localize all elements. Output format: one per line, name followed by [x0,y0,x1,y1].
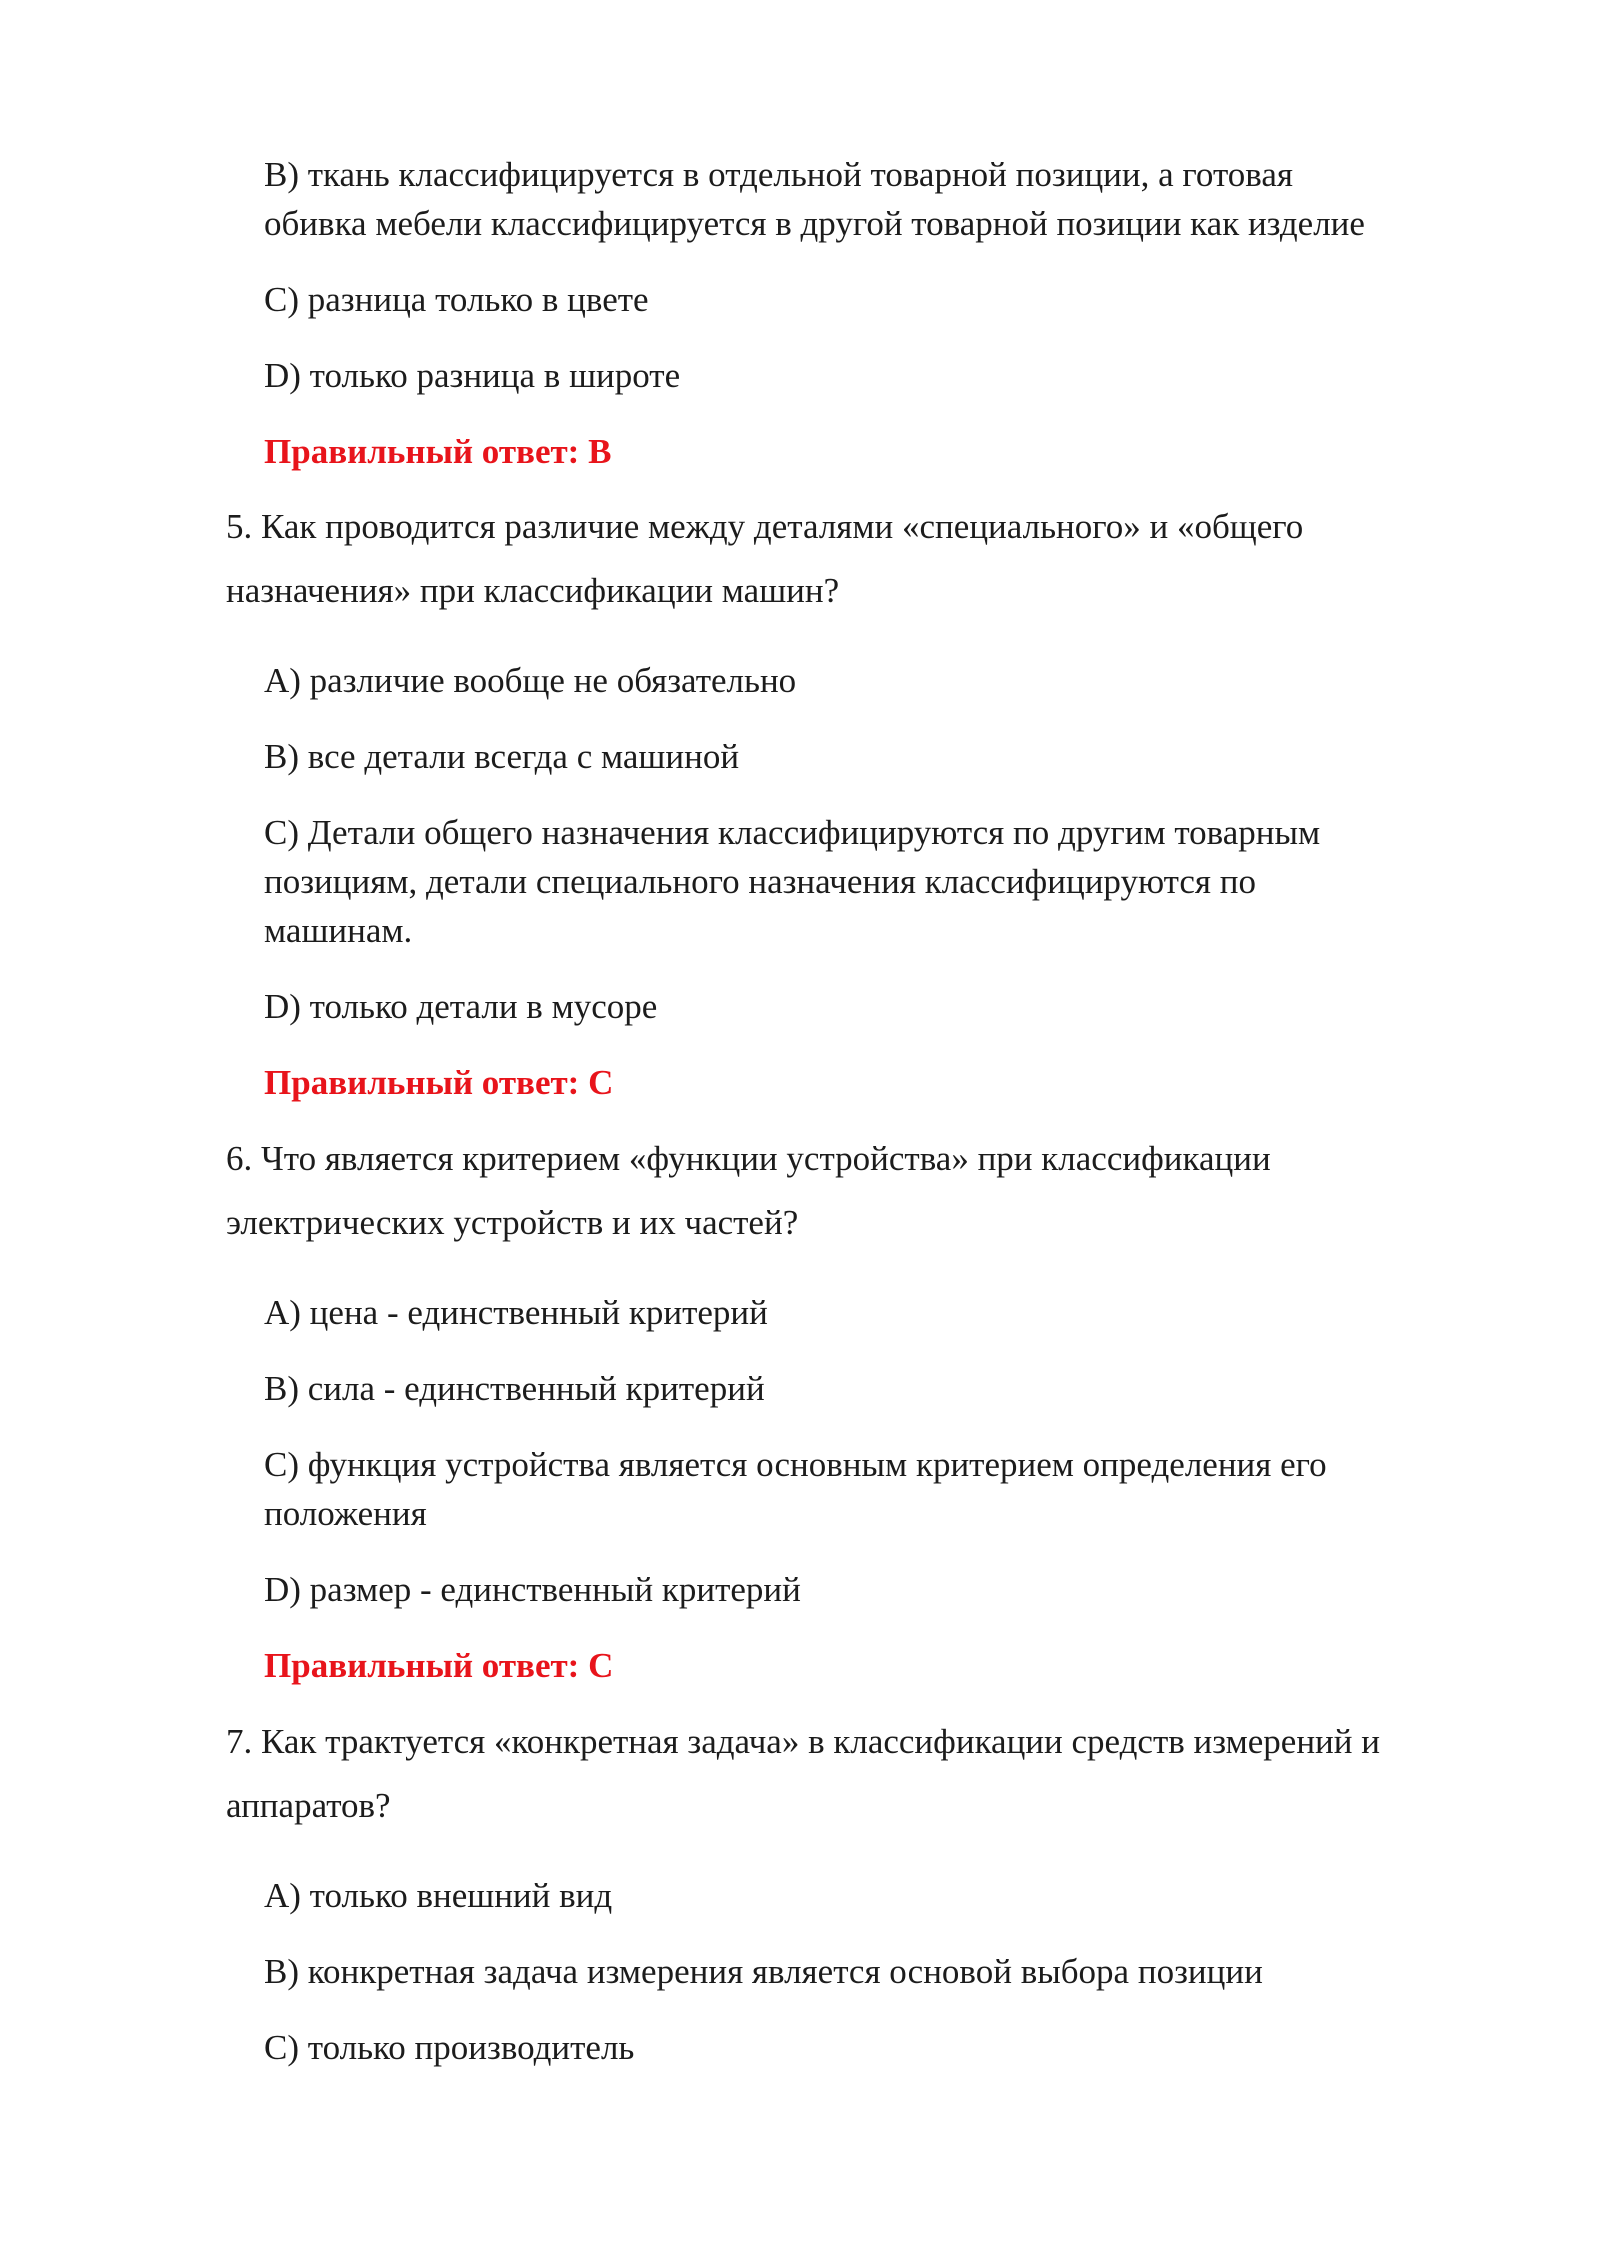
q6-option-a: A) цена - единственный критерий [264,1293,768,1332]
q4-option-c: C) разница только в цвете [264,280,649,319]
q5-question-line2: назначения» при классификации машин? [226,571,840,610]
q5-question-line1: 5. Как проводится различие между деталями «специального» и «общего [226,507,1304,546]
q6-option-c-line1: C) функция устройства является основным критерием определения его [264,1445,1327,1484]
q6-question-line2: электрических устройств и их частей? [226,1203,799,1242]
q6-option-c-line2: положения [264,1494,427,1533]
q5-option-a: A) различие вообще не обязательно [264,661,797,700]
q5-option-c-line1: C) Детали общего назначения классифицируются по другим товарным [264,813,1321,852]
q7-question-line1: 7. Как трактуется «конкретная задача» в классификации средств измерений и [226,1722,1380,1761]
q5-correct-answer: Правильный ответ: C [264,1063,614,1102]
q6-option-d: D) размер - единственный критерий [264,1570,801,1609]
q6-correct-answer: Правильный ответ: C [264,1646,614,1685]
q4-correct-answer: Правильный ответ: B [264,432,612,471]
q4-option-b-line1: B) ткань классифицируется в отдельной товарной позиции, а готовая [264,155,1293,194]
q6-question-line1: 6. Что является критерием «функции устройства» при классификации [226,1139,1271,1178]
q6-option-b: B) сила - единственный критерий [264,1369,765,1408]
q7-option-a: A) только внешний вид [264,1876,613,1915]
q5-option-c-line2: позициям, детали специального назначения классифицируются по [264,862,1256,901]
q5-option-b: B) все детали всегда с машиной [264,737,740,776]
q7-option-c: C) только производитель [264,2028,635,2067]
q4-option-d: D) только разница в широте [264,356,681,395]
q5-option-d: D) только детали в мусоре [264,987,658,1026]
q4-option-b-line2: обивка мебели классифицируется в другой товарной позиции как изделие [264,204,1365,243]
q7-option-b: B) конкретная задача измерения является основой выбора позиции [264,1952,1263,1991]
q5-option-c-line3: машинам. [264,911,413,950]
q7-question-line2: аппаратов? [226,1786,391,1825]
